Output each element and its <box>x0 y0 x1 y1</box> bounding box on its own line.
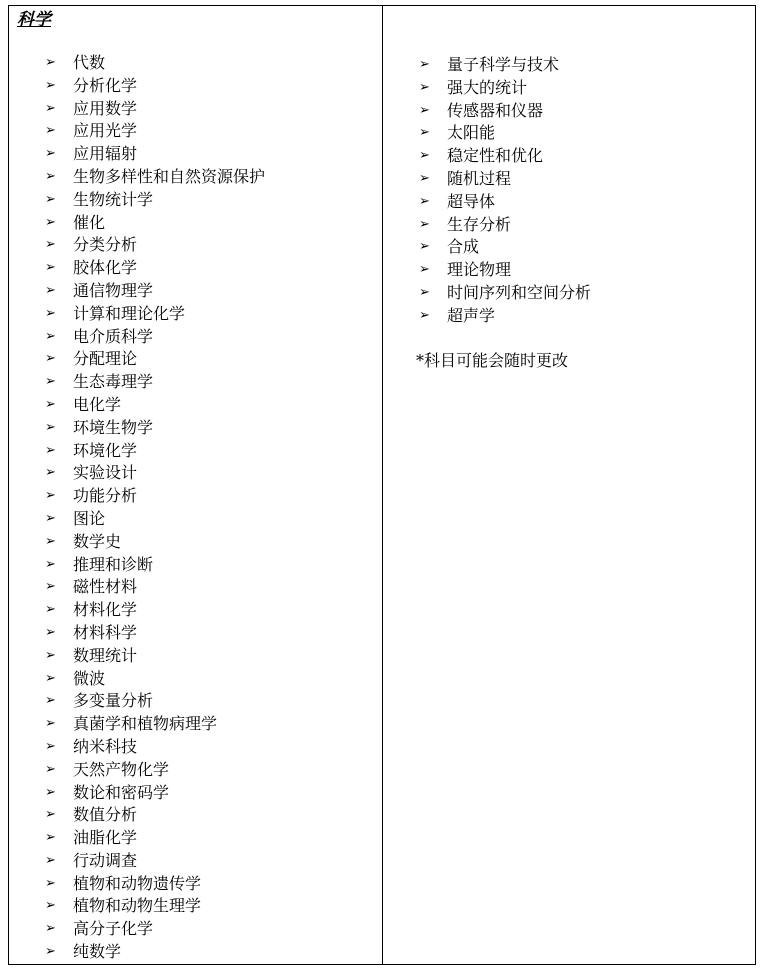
arrow-bullet-icon: ➢ <box>45 556 56 572</box>
subject-label: 应用辐射 <box>73 144 138 164</box>
arrow-bullet-icon: ➢ <box>45 784 56 800</box>
subject-list-item <box>45 98 265 121</box>
arrow-bullet-icon: ➢ <box>45 852 56 868</box>
subject-label: 强大的统计 <box>447 77 528 97</box>
arrow-bullet-icon: ➢ <box>45 602 56 618</box>
subject-list-item <box>45 348 265 371</box>
column-divider <box>382 6 383 964</box>
arrow-bullet-icon: ➢ <box>419 79 430 95</box>
subject-label: 分析化学 <box>73 75 138 95</box>
subject-label: 胶体化学 <box>73 258 138 278</box>
subject-list-item <box>45 52 265 75</box>
arrow-bullet-icon: ➢ <box>419 170 430 186</box>
arrow-bullet-icon: ➢ <box>45 510 56 526</box>
arrow-bullet-icon: ➢ <box>45 237 56 253</box>
subject-label: 微波 <box>73 668 106 688</box>
arrow-bullet-icon: ➢ <box>45 351 56 367</box>
arrow-bullet-icon: ➢ <box>45 875 56 891</box>
subject-list-item <box>419 236 591 259</box>
subject-label: 多变量分析 <box>73 691 154 711</box>
subject-label: 推理和诊断 <box>73 554 154 574</box>
subject-list-item <box>45 531 265 554</box>
subject-label: 植物和动物遗传学 <box>73 873 202 893</box>
subject-list-item <box>45 759 265 782</box>
subject-label: 应用光学 <box>73 121 138 141</box>
subjects-table <box>8 5 756 965</box>
arrow-bullet-icon: ➢ <box>45 168 56 184</box>
right-subject-list <box>419 54 591 328</box>
subject-label: 量子科学与技术 <box>447 55 560 74</box>
arrow-bullet-icon: ➢ <box>45 579 56 595</box>
subject-list-item <box>419 214 591 237</box>
subject-list-item <box>45 75 265 98</box>
arrow-bullet-icon: ➢ <box>45 328 56 344</box>
subject-list-item <box>45 599 265 622</box>
arrow-bullet-icon: ➢ <box>419 239 430 255</box>
subject-label: 数学史 <box>73 531 122 551</box>
subject-list-item <box>419 77 591 100</box>
subject-list-item <box>45 394 265 417</box>
arrow-bullet-icon: ➢ <box>45 807 56 823</box>
arrow-bullet-icon: ➢ <box>419 57 430 72</box>
subject-list-item <box>45 941 265 964</box>
subject-list-item <box>45 143 265 166</box>
subject-label: 超声学 <box>447 305 496 325</box>
subject-label: 油脂化学 <box>73 828 138 848</box>
subject-list-item <box>45 873 265 896</box>
subject-label: 应用数学 <box>73 98 138 118</box>
arrow-bullet-icon: ➢ <box>419 262 430 278</box>
subject-label: 生态毒理学 <box>73 372 154 392</box>
arrow-bullet-icon: ➢ <box>45 214 56 230</box>
change-notice: *科目可能会随时更改 <box>416 351 569 370</box>
arrow-bullet-icon: ➢ <box>419 148 430 164</box>
subject-label: 纯数学 <box>73 942 122 962</box>
subject-label: 环境化学 <box>73 440 138 460</box>
subject-list-item <box>419 100 591 123</box>
arrow-bullet-icon: ➢ <box>45 647 56 663</box>
subject-label: 真菌学和植物病理学 <box>73 714 218 734</box>
subject-list-item <box>45 166 265 189</box>
subject-label: 数论和密码学 <box>73 782 170 802</box>
subject-label: 传感器和仪器 <box>447 100 544 120</box>
subject-list-item <box>45 918 265 941</box>
subject-label: 实验设计 <box>73 463 138 483</box>
arrow-bullet-icon: ➢ <box>45 465 56 481</box>
arrow-bullet-icon: ➢ <box>45 260 56 276</box>
subject-label: 分类分析 <box>73 235 138 255</box>
subject-label: 高分子化学 <box>73 919 154 939</box>
arrow-bullet-icon: ➢ <box>45 55 56 70</box>
section-heading: 科学 <box>17 10 51 29</box>
subject-label: 纳米科技 <box>73 736 138 756</box>
subject-label: 环境生物学 <box>73 417 154 437</box>
left-subject-list <box>45 52 265 964</box>
subject-list-item <box>45 736 265 759</box>
subject-list-item <box>419 305 591 328</box>
arrow-bullet-icon: ➢ <box>419 102 430 118</box>
subject-list-item <box>45 622 265 645</box>
subject-label: 合成 <box>447 237 480 257</box>
arrow-bullet-icon: ➢ <box>45 305 56 321</box>
subject-list-item <box>45 440 265 463</box>
arrow-bullet-icon: ➢ <box>45 419 56 435</box>
subject-label: 图论 <box>73 508 106 528</box>
arrow-bullet-icon: ➢ <box>45 830 56 846</box>
subject-label: 代数 <box>73 53 106 72</box>
subject-label: 电介质科学 <box>73 326 154 346</box>
subject-list-item <box>419 168 591 191</box>
subject-list-item <box>45 645 265 668</box>
arrow-bullet-icon: ➢ <box>45 191 56 207</box>
arrow-bullet-icon: ➢ <box>45 533 56 549</box>
arrow-bullet-icon: ➢ <box>45 738 56 754</box>
subject-list-item <box>45 508 265 531</box>
subject-list-item <box>419 54 591 77</box>
subject-label: 理论物理 <box>447 260 512 280</box>
subject-list-item <box>45 303 265 326</box>
arrow-bullet-icon: ➢ <box>45 488 56 504</box>
subject-list-item <box>45 850 265 873</box>
arrow-bullet-icon: ➢ <box>419 284 430 300</box>
subject-label: 磁性材料 <box>73 577 138 597</box>
subject-list-item <box>45 257 265 280</box>
subject-label: 生物统计学 <box>73 189 154 209</box>
subject-label: 数理统计 <box>73 645 138 665</box>
subject-label: 材料科学 <box>73 622 138 642</box>
subject-list-item <box>45 189 265 212</box>
subject-list-item <box>45 280 265 303</box>
arrow-bullet-icon: ➢ <box>45 944 56 960</box>
subject-list-item <box>45 668 265 691</box>
subject-list-item <box>419 282 591 305</box>
arrow-bullet-icon: ➢ <box>45 282 56 298</box>
arrow-bullet-icon: ➢ <box>45 123 56 139</box>
subject-label: 材料化学 <box>73 600 138 620</box>
subject-label: 超导体 <box>447 191 496 211</box>
subject-label: 数值分析 <box>73 805 138 825</box>
subject-label: 分配理论 <box>73 349 138 369</box>
arrow-bullet-icon: ➢ <box>45 146 56 162</box>
subject-list-item <box>45 462 265 485</box>
subject-label: 太阳能 <box>447 123 496 143</box>
subject-label: 时间序列和空间分析 <box>447 282 592 302</box>
subject-list-item <box>45 417 265 440</box>
subject-label: 行动调查 <box>73 850 138 870</box>
subject-list-item <box>419 259 591 282</box>
arrow-bullet-icon: ➢ <box>45 374 56 390</box>
subject-list-item <box>45 554 265 577</box>
subject-list-item <box>45 120 265 143</box>
arrow-bullet-icon: ➢ <box>419 307 430 323</box>
subject-list-item <box>45 371 265 394</box>
subject-list-item <box>45 485 265 508</box>
arrow-bullet-icon: ➢ <box>45 624 56 640</box>
arrow-bullet-icon: ➢ <box>45 396 56 412</box>
subject-list-item <box>45 690 265 713</box>
arrow-bullet-icon: ➢ <box>45 921 56 937</box>
subject-label: 生物多样性和自然资源保护 <box>73 166 266 186</box>
subject-label: 电化学 <box>73 394 122 414</box>
arrow-bullet-icon: ➢ <box>45 77 56 93</box>
arrow-bullet-icon: ➢ <box>45 898 56 914</box>
subject-list-item <box>419 122 591 145</box>
subject-list-item <box>45 895 265 918</box>
subject-list-item <box>45 782 265 805</box>
subject-list-item <box>45 212 265 235</box>
arrow-bullet-icon: ➢ <box>45 761 56 777</box>
subject-list-item <box>45 804 265 827</box>
arrow-bullet-icon: ➢ <box>45 442 56 458</box>
subject-list-item <box>419 145 591 168</box>
subject-label: 催化 <box>73 212 106 232</box>
subject-list-item <box>45 326 265 349</box>
subject-list-item <box>45 827 265 850</box>
subject-list-item <box>45 713 265 736</box>
subject-label: 天然产物化学 <box>73 759 170 779</box>
arrow-bullet-icon: ➢ <box>45 100 56 116</box>
arrow-bullet-icon: ➢ <box>419 193 430 209</box>
subject-label: 生存分析 <box>447 214 512 234</box>
subject-label: 功能分析 <box>73 486 138 506</box>
subject-label: 通信物理学 <box>73 280 154 300</box>
arrow-bullet-icon: ➢ <box>45 716 56 732</box>
subject-label: 随机过程 <box>447 168 512 188</box>
subject-label: 植物和动物生理学 <box>73 896 202 916</box>
subject-label: 稳定性和优化 <box>447 146 544 166</box>
arrow-bullet-icon: ➢ <box>419 125 430 141</box>
subject-list-item <box>45 234 265 257</box>
subject-list-item <box>419 191 591 214</box>
subject-label: 计算和理论化学 <box>73 303 186 323</box>
arrow-bullet-icon: ➢ <box>45 670 56 686</box>
arrow-bullet-icon: ➢ <box>419 216 430 232</box>
arrow-bullet-icon: ➢ <box>45 693 56 709</box>
subject-list-item <box>45 576 265 599</box>
